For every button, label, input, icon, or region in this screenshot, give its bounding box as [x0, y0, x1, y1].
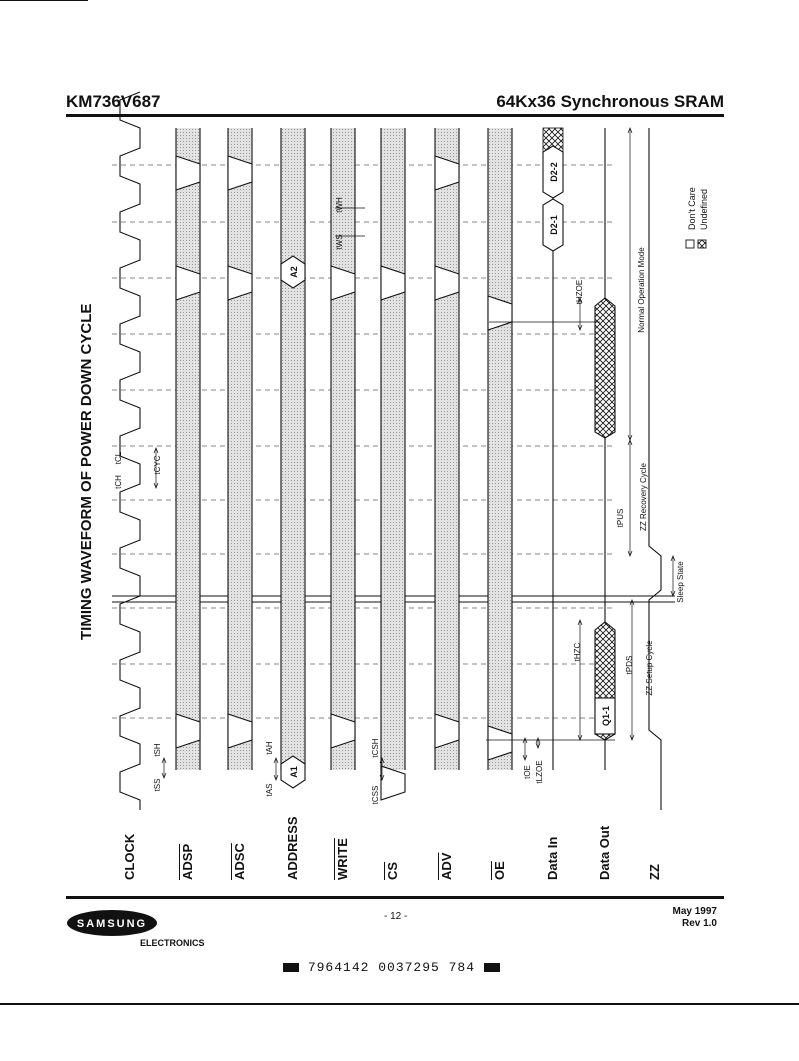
- sleep-state-label: Sleep State: [676, 561, 685, 603]
- page-edge-rule: [0, 1003, 799, 1005]
- zz-waveform: [649, 128, 661, 810]
- legend-dont-care-icon: [686, 240, 694, 248]
- scan-mark: [0, 0, 88, 1]
- legend-undefined-icon: [698, 240, 706, 248]
- tlzoe-label: tLZOE: [535, 760, 544, 784]
- barcode-block-right: [484, 963, 500, 972]
- tas-label: tAS: [265, 783, 274, 797]
- address-value-label: A2: [289, 266, 299, 278]
- part-number: KM736V687: [66, 92, 161, 111]
- signal-label-data-in: Data In: [545, 836, 560, 880]
- tcss-label: tCSS: [371, 785, 380, 805]
- page-number: - 12 -: [384, 911, 408, 922]
- data-in-value-label: D2-2: [549, 162, 559, 182]
- data-in-value-label: D2-1: [549, 215, 559, 235]
- adv-stipple: [435, 128, 459, 770]
- normal-operation-label: Normal Operation Mode: [637, 247, 646, 333]
- tch-label: tCH: [114, 475, 123, 489]
- product-title: 64Kx36 Synchronous SRAM: [496, 92, 724, 111]
- toe-label: tOE: [523, 765, 532, 779]
- clock-waveform: [120, 92, 140, 810]
- barcode-text: 7964142 0037295 784: [307, 960, 476, 975]
- legend-dont-care-label: Don't Care: [687, 187, 697, 230]
- data-out-undefined: [595, 298, 615, 438]
- tcyc-label: tCYC: [153, 455, 162, 475]
- cs-stipple: [381, 128, 405, 770]
- tcsh-label: tCSH: [371, 738, 380, 758]
- zz-setup-label: ZZ Setup Cycle: [645, 640, 654, 696]
- adsc-stipple: [228, 128, 252, 770]
- zz-recovery-label: ZZ Recovery Cycle: [639, 462, 648, 532]
- barcode-line: [283, 960, 500, 975]
- thzoe-label: tHZOE: [575, 279, 584, 305]
- signal-label-adv: $\overline{ADV}$: [439, 852, 454, 880]
- tws-label: tWS: [335, 234, 344, 250]
- signal-label-adsp: ADSP: [180, 843, 195, 880]
- signal-label-cs: $\overline{CS}$: [385, 861, 400, 880]
- adsp-stipple: [176, 128, 200, 770]
- address-value-label: A1: [289, 766, 299, 778]
- oe-stipple: [488, 128, 512, 770]
- data-out-value-label: Q1-1: [601, 705, 611, 727]
- tah-label: tAH: [265, 741, 274, 755]
- signal-label-adsc: ADSC: [232, 843, 247, 880]
- address-stipple: [281, 128, 305, 770]
- doc-date: May 1997: [672, 906, 717, 917]
- footer-rule: [66, 896, 724, 899]
- division-label: ELECTRONICS: [140, 938, 205, 948]
- signal-label-zz: ZZ: [647, 864, 662, 880]
- tpds-label: tPDS: [625, 655, 634, 675]
- signal-label-oe: $\overline{OE}$: [492, 861, 507, 880]
- write-stipple: [331, 128, 355, 770]
- diagram-title: TIMING WAVEFORM OF POWER DOWN CYCLE: [78, 303, 95, 640]
- svg-text:SAMSUNG: SAMSUNG: [76, 918, 148, 930]
- legend-undefined-label: Undefined: [699, 188, 709, 230]
- signal-label-write: WRITE: [335, 838, 350, 880]
- tpus-label: tPUS: [616, 508, 625, 528]
- signal-label-data-out: Data Out: [597, 825, 612, 880]
- signal-label-clock: CLOCK: [122, 833, 137, 880]
- tcl-label: tCL: [114, 451, 123, 465]
- thzc-label: tHZC: [573, 642, 582, 662]
- doc-revision: Rev 1.0: [681, 918, 717, 929]
- samsung-logo: [66, 908, 158, 938]
- cs-pulse: [381, 766, 405, 800]
- signal-label-address: ADDRESS: [285, 816, 300, 880]
- twh-label: tWH: [335, 197, 344, 213]
- barcode-block-left: [283, 963, 299, 972]
- tsh-label: tSH: [153, 743, 162, 757]
- tss-label: tSS: [153, 778, 162, 792]
